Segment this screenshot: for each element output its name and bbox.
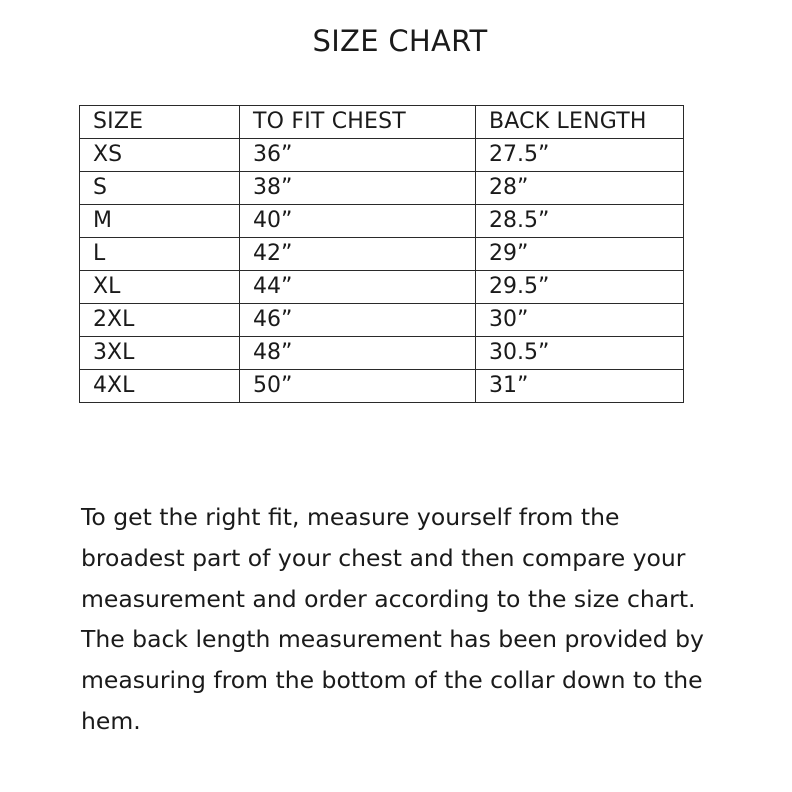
size-chart-table (79, 105, 684, 403)
instruction-line: To get the right fit, measure yourself from the (81, 503, 620, 531)
chest-cell: 48” (240, 337, 476, 370)
header-chest: TO FIT CHEST (240, 106, 476, 139)
instruction-line: The back length measurement has been provided by (81, 625, 704, 654)
size-cell: 4XL (80, 370, 240, 403)
back-length-cell: 28.5” (476, 205, 684, 238)
chest-cell: 46” (240, 304, 476, 337)
chest-cell: 38” (240, 172, 476, 205)
back-length-cell: 29” (476, 238, 684, 271)
back-length-cell: 30” (476, 304, 684, 337)
header-back-length: BACK LENGTH (476, 106, 684, 139)
table-row (80, 370, 684, 403)
chest-cell: 50” (240, 370, 476, 403)
table-row (80, 337, 684, 370)
chest-cell: 42” (240, 238, 476, 271)
table-row (80, 205, 684, 238)
table-row (80, 172, 684, 205)
back-length-cell: 29.5” (476, 271, 684, 304)
instruction-line: measuring from the bottom of the collar down to the (81, 666, 703, 695)
size-cell: XL (80, 271, 240, 304)
chest-cell: 36” (240, 139, 476, 172)
instruction-line: measurement and order according to the size chart. (81, 584, 696, 613)
chest-cell: 44” (240, 271, 476, 304)
size-cell: 2XL (80, 304, 240, 337)
instruction-line: hem. (81, 706, 141, 735)
fit-instructions (81, 497, 751, 742)
table-row (80, 238, 684, 271)
back-length-cell: 27.5” (476, 139, 684, 172)
table-row (80, 304, 684, 337)
size-cell: XS (80, 139, 240, 172)
back-length-cell: 28” (476, 172, 684, 205)
size-cell: S (80, 172, 240, 205)
size-cell: L (80, 238, 240, 271)
chest-cell: 40” (240, 205, 476, 238)
back-length-cell: 30.5” (476, 337, 684, 370)
header-size: SIZE (80, 106, 240, 139)
page-title: SIZE CHART (312, 24, 488, 58)
instruction-line: broadest part of your chest and then compare your (81, 543, 686, 572)
table-row (80, 139, 684, 172)
table-header-row (80, 106, 684, 139)
table-row (80, 271, 684, 304)
size-cell: 3XL (80, 337, 240, 370)
back-length-cell: 31” (476, 370, 684, 403)
size-cell: M (80, 205, 240, 238)
